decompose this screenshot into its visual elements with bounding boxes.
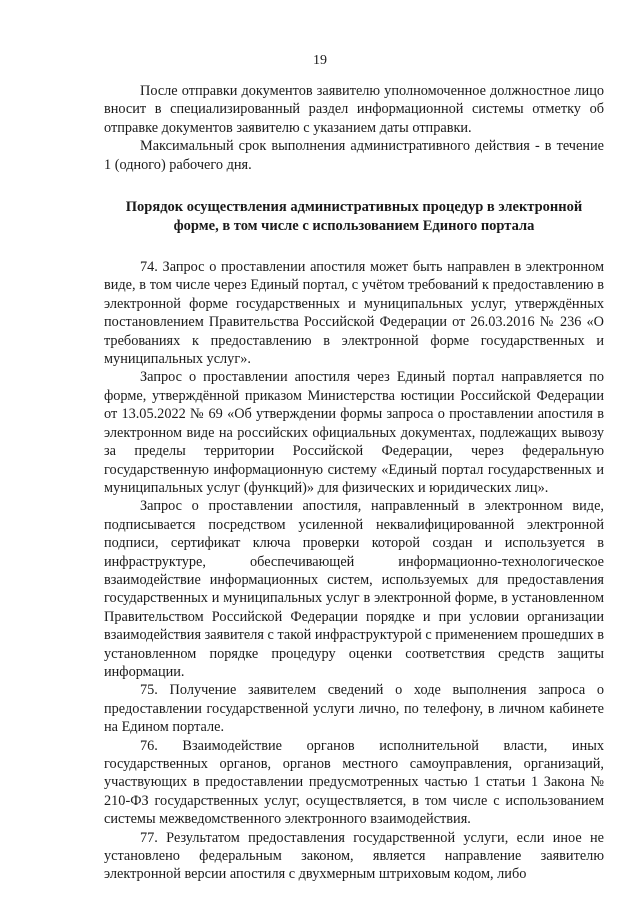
page-number: 19	[313, 53, 327, 68]
page-body	[104, 82, 604, 884]
section-heading: Порядок осуществления административных процедур в электронной форме, в том числе с использованием Единого портала	[125, 199, 583, 235]
paragraph: 76. Взаимодействие органов исполнительной власти, иных государственных органов, органов местного самоуправления, организаций, участвующих в предоставлении предусмотренных частью 1 статьи 1 Закона № 210-ФЗ государственных услуг, осуществляется, в том числе с использованием системы межведомственного электронного взаимодействия.	[104, 737, 604, 828]
paragraph: После отправки документов заявителю уполномоченное должностное лицо вносит в специализированный раздел информационной системы отметку об отправке документов заявителю с указанием даты отправки.	[104, 83, 604, 136]
paragraph: 74. Запрос о проставлении апостиля может быть направлен в электронном виде, в том числе через Единый портал, с учётом требований к предоставлению в электронной форме государственных и муниципальных услуг, утверждённых постановлением Правительства Российской Федерации от 26.03.2016 № 236 «О требованиях к предоставлению в электронной форме государственных и муниципальных услуг».	[104, 259, 604, 368]
paragraph: 75. Получение заявителем сведений о ходе выполнения запроса о предоставлении государственной услуги лично, по телефону, в личном кабинете на Едином портале.	[104, 682, 604, 736]
paragraph: Запрос о проставлении апостиля, направленный в электронном виде, подписывается посредством усиленной неквалифицированной электронной подписи, сертификат ключа проверки которой создан и используется в инфраструктуре, обеспечивающей информационно-технологическое взаимодействие информационных систем, используемых для предоставления государственных и муниципальных услуг в электронной форме, в установленном Правительством Российской Федерации порядке и при условии организации взаимодействия заявителя с такой инфраструктурой с применением прошедших в установленном порядке процедуру оценки соответствия средств защиты информации.	[104, 498, 604, 680]
paragraph: 77. Результатом предоставления государственной услуги, если иное не установлено федеральным законом, является направление заявителю электронной версии апостиля с двухмерным штриховым кодом, либо	[104, 829, 604, 883]
paragraph: Запрос о проставлении апостиля через Единый портал направляется по форме, утверждённой приказом Министерства юстиции Российской Федерации от 13.05.2022 № 69 «Об утверждении формы запроса о проставлении апостиля в электронном виде на российских официальных документах, подлежащих вывозу за пределы территории Российской Федерации, через федеральную государственную информационную систему «Единый портал государственных и муниципальных услуг (функций)» для физических и юридических лиц».	[104, 369, 604, 496]
paragraph: Максимальный срок выполнения административного действия - в течение 1 (одного) рабочего дня.	[104, 138, 604, 173]
